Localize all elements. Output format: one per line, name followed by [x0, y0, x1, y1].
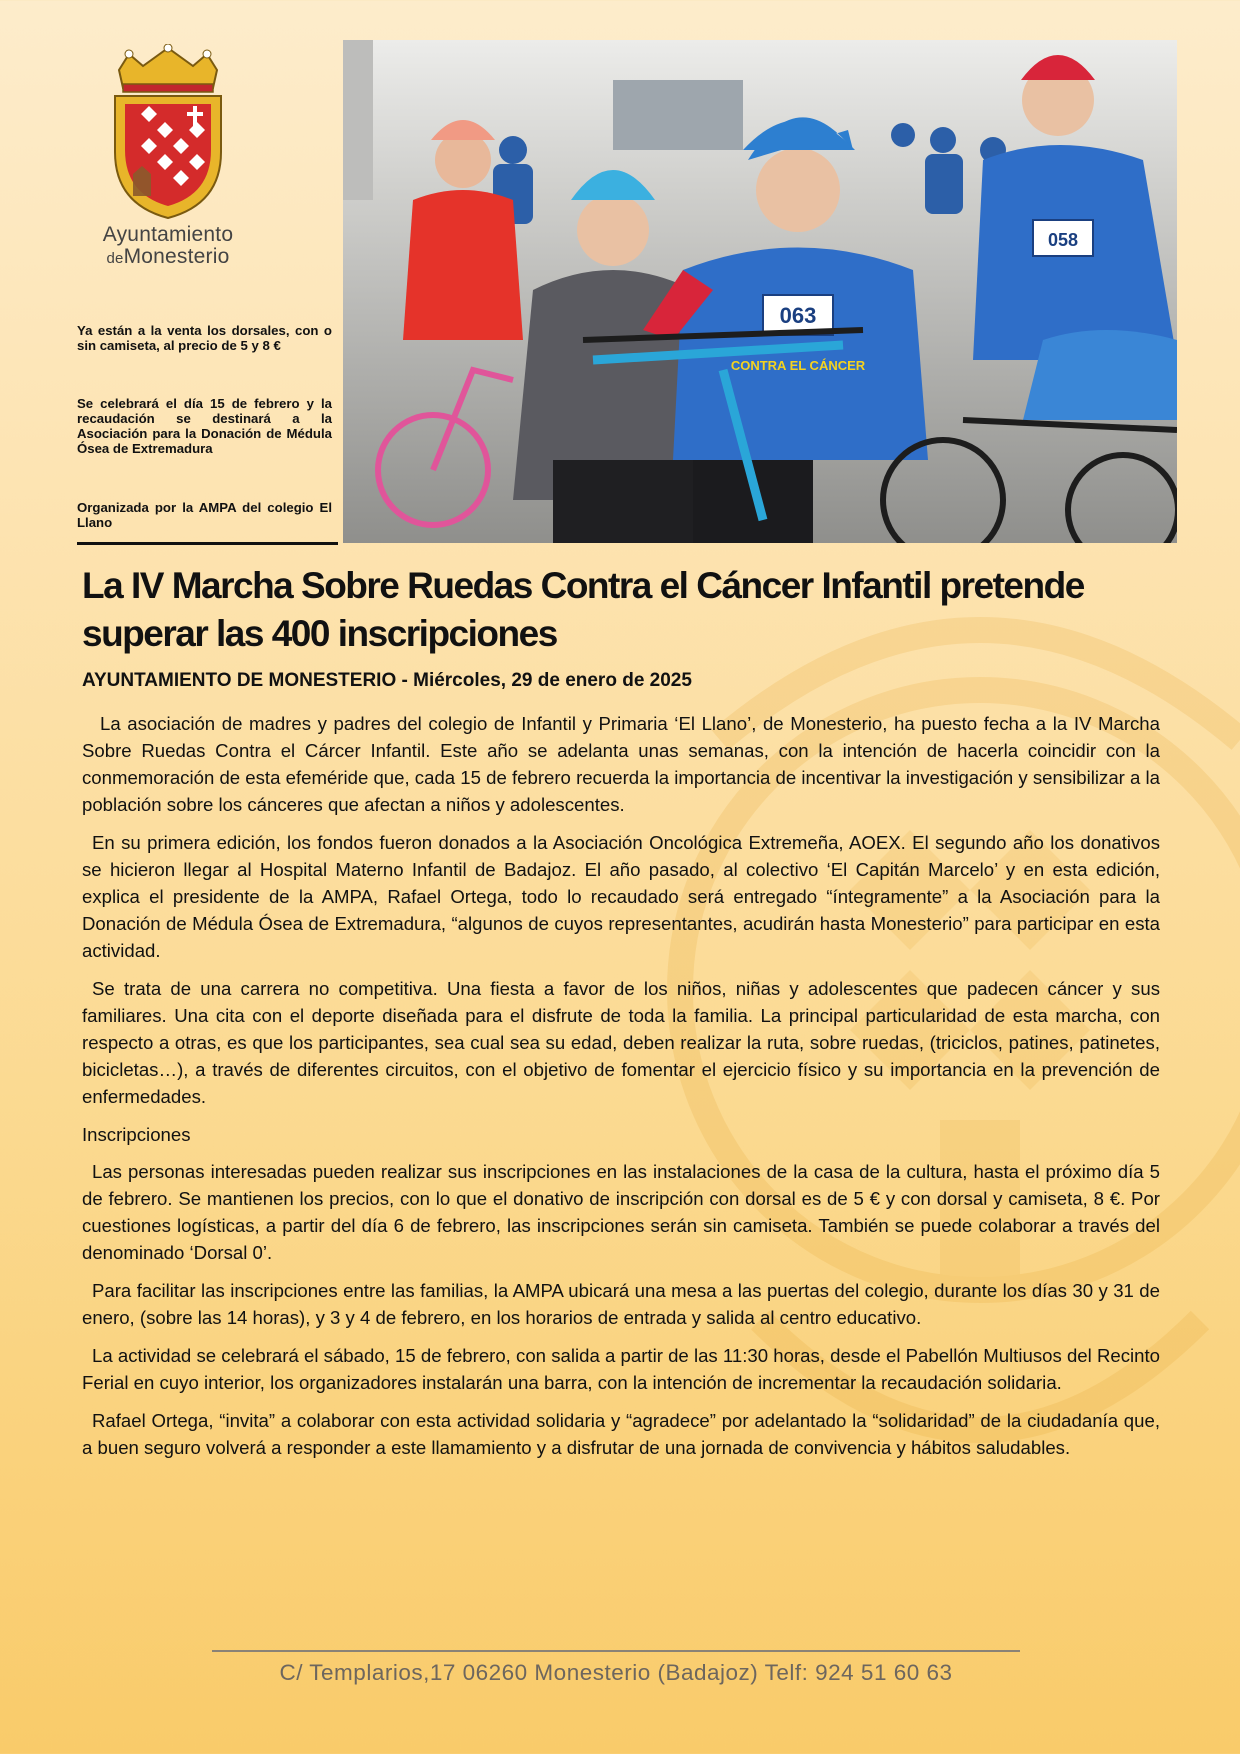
sidebar-note-organizer: Organizada por la AMPA del colegio El Llano [77, 500, 332, 530]
article-paragraph-1: La asociación de madres y padres del colegio de Infantil y Primaria ‘El Llano’, de Monesterio, ha puesto fecha a la IV Marcha Sobre Ruedas Contra el Cárcer Infantil. Este año se adelanta unas semanas, con la intención de hacerla coincidir con la conmemoración de esta efeméride que, cada 15 de febrero recuerda la importancia de incentivar la investigación y sensibilizar a la población sobre los cánceres que afectan a niños y adolescentes. [82, 713, 1161, 815]
sidebar-note-price: Ya están a la venta los dorsales, con o sin camiseta, al precio de 5 y 8 € [77, 323, 332, 353]
logo-text [88, 224, 248, 270]
footer-address: C/ Templarios,17 06260 Monesterio (Badajoz) Telf: 924 51 60 63 [279, 1660, 953, 1685]
article-paragraph-6: La actividad se celebrará el sábado, 15 de febrero, con salida a partir de las 11:30 horas, desde el Pabellón Multiusos del Recinto Ferial en cuyo interior, los organizadores instalarán una barra, con la intención de incrementar la recaudación solidaria. [82, 1345, 1160, 1393]
article-paragraph-7: Rafael Ortega, “invita” a colaborar con esta actividad solidaria y “agradece” por adelantado la “solidaridad” de la ciudadanía que, a buen seguro volverá a responder a este llamamiento y a disfrutar de una jornada de convivencia y hábitos saludables. [82, 1410, 1160, 1458]
event-photo [343, 40, 1177, 543]
article-paragraph-4: Las personas interesadas pueden realizar sus inscripciones en las instalaciones de la casa de la cultura, hasta el próximo día 5 de febrero. Se mantienen los precios, con lo que el donativo de inscripción con dorsal es de 5 € y con dorsal y camiseta, 8 €. Por cuestiones logísticas, a partir del día 6 de febrero, las inscripciones serán sin camiseta. También se puede colaborar a través del denominado ‘Dorsal 0’. [82, 1161, 1160, 1263]
article-body [82, 710, 1160, 1472]
article-paragraph-2: En su primera edición, los fondos fueron donados a la Asociación Oncológica Extremeña, AOEX. El segundo año los donativos se hicieron llegar al Hospital Materno Infantil de Badajoz. El año pasado, al colectivo ‘El Capitán Marcelo’ y en esta edición, explica el presidente de la AMPA, Rafael Ortega, todo lo recaudado será entregado “íntegramente” a la Asociación para la Donación de Médula Ósea de Extremadura, “algunos de cuyos representantes, acudirán hasta Monesterio” para participar en esta actividad. [82, 832, 1160, 961]
article-paragraph-3: Se trata de una carrera no competitiva. Una fiesta a favor de los niños, niñas y adolescentes que padecen cáncer y sus familiares. Una cita con el deporte diseñada para el disfrute de toda la familia. La principal particularidad de esta marcha, con respecto a otras, es que los participantes, sea cual sea su edad, deben realizar la ruta, sobre ruedas, (triciclos, patines, patinetes, bicicletas…), a través de diferentes circuitos, con el objetivo de fomentar el ejercicio físico y su importancia en la prevención de enfermedades. [82, 978, 1160, 1107]
coat-of-arms-icon [101, 44, 235, 220]
section-heading-inscripciones: Inscripciones [82, 1124, 191, 1145]
bib-number-058: 058 [1047, 230, 1079, 250]
municipal-logo [88, 44, 248, 270]
sidebar-note-date: Se celebrará el día 15 de febrero y la recaudación se destinará a la Asociación para la Donación de Médula Ósea de Extremadura [77, 396, 332, 456]
article-byline: AYUNTAMIENTO DE MONESTERIO - Miércoles, 29 de enero de 2025 [82, 670, 692, 691]
article-paragraph-5: Para facilitar las inscripciones entre las familias, la AMPA ubicará una mesa a las puertas del colegio, durante los días 30 y 31 de enero, (sobre las 14 horas), y 3 y 4 de febrero, en los horarios de entrada y salida al centro educativo. [82, 1280, 1160, 1328]
bib-number-063: 063 [779, 303, 817, 328]
sidebar-divider [77, 542, 338, 545]
logo-line-2: Monesterio [123, 245, 230, 268]
shirt-text: CONTRA EL CÁNCER [730, 358, 866, 373]
children-on-bikes-image [343, 40, 1177, 543]
footer-divider [212, 1650, 1020, 1652]
article-headline: La IV Marcha Sobre Ruedas Contra el Cáncer Infantil pretende superar las 400 inscripciones [82, 565, 1084, 654]
logo-line-2-prefix: de [106, 250, 124, 267]
logo-line-1: Ayuntamiento [102, 223, 234, 246]
